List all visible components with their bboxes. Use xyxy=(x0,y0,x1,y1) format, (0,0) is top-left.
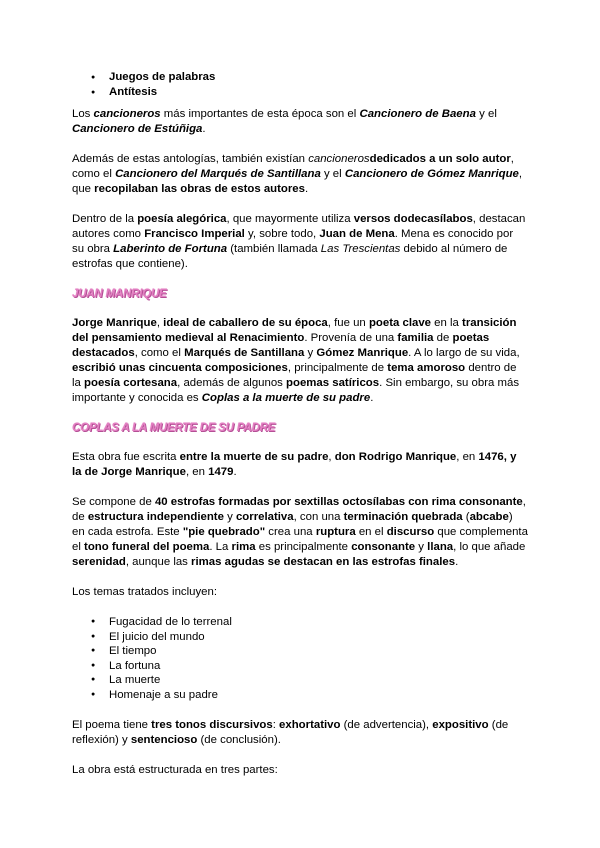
paragraph-jorge-manrique: Jorge Manrique, ideal de caballero de su época, fue un poeta clave en la transición del pensamiento medieval al Renacimiento. Provenía de una familia de poetas destacados, como el Marqués de Santillana y Gómez Manrique. A lo largo de su vida, escribió unas cincuenta composiciones, principalmente de tema amoroso dentro de la poesía cortesana, además de algunos poemas satíricos. Sin embargo, su obra más importante y conocida es Coplas a la muerte de su padre. xyxy=(72,317,520,404)
paragraph-temas-intro: Los temas tratados incluyen: xyxy=(72,586,217,598)
list-item: ● El tiempo xyxy=(109,644,528,659)
themes-list xyxy=(72,615,528,703)
paragraph-cancioneros: Los cancioneros más importantes de esta época son el Cancionero de Baena y el Cancionero de Estúñiga. xyxy=(72,108,497,135)
list-item: ● La fortuna xyxy=(109,659,528,674)
section-heading-juan-manrique: JUAN MANRIQUE xyxy=(72,288,167,300)
list-item: ● Juegos de palabras xyxy=(109,70,528,85)
list-item: ● La muerte xyxy=(109,673,528,688)
paragraph-tonos: El poema tiene tres tonos discursivos: exhortativo (de advertencia), expositivo (de reflexión) y sentencioso (de conclusión). xyxy=(72,718,509,746)
paragraph-partes: La obra está estructurada en tres partes: xyxy=(72,763,278,776)
list-item: ● El juicio del mundo xyxy=(109,630,528,645)
list-item: ● Homenaje a su padre xyxy=(109,688,528,703)
paragraph-fecha-obra: Esta obra fue escrita entre la muerte de su padre, don Rodrigo Manrique, en 1476, y la de Jorge Manrique, en 1479. xyxy=(72,451,517,478)
list-item: ● Fugacidad de lo terrenal xyxy=(109,615,528,630)
paragraph-estructura: Se compone de 40 estrofas formadas por sextillas octosílabas con rima consonante, de estructura independiente y correlativa, con una terminación quebrada (abcabe) en cada estrofa. Este "pie quebrado" crea una ruptura en el discurso que complementa el tono funeral del poema. La rima es principalmente consonante y llana, lo que añade serenidad, aunque las rimas agudas se destacan en las estrofas finales. xyxy=(72,496,528,568)
list-item: ● Antítesis xyxy=(109,85,528,100)
paragraph-antologias: Además de estas antologías, también existían cancionerosdedicados a un solo autor, como el Cancionero del Marqués de Santillana y el Cancionero de Gómez Manrique, que recopilaban las obras de estos autores. xyxy=(72,153,523,195)
section-heading-coplas: COPLAS A LA MUERTE DE SU PADRE xyxy=(72,422,276,434)
document-body xyxy=(72,70,528,793)
paragraph-poesia-alegorica: Dentro de la poesía alegórica, que mayormente utiliza versos dodecasílabos, destacan autores como Francisco Imperial y, sobre todo, Juan de Mena. Mena es conocido por su obra Laberinto de Fortuna (también llamada Las Trescientas debido al número de estrofas que contiene). xyxy=(72,213,526,270)
figures-list xyxy=(72,70,528,100)
